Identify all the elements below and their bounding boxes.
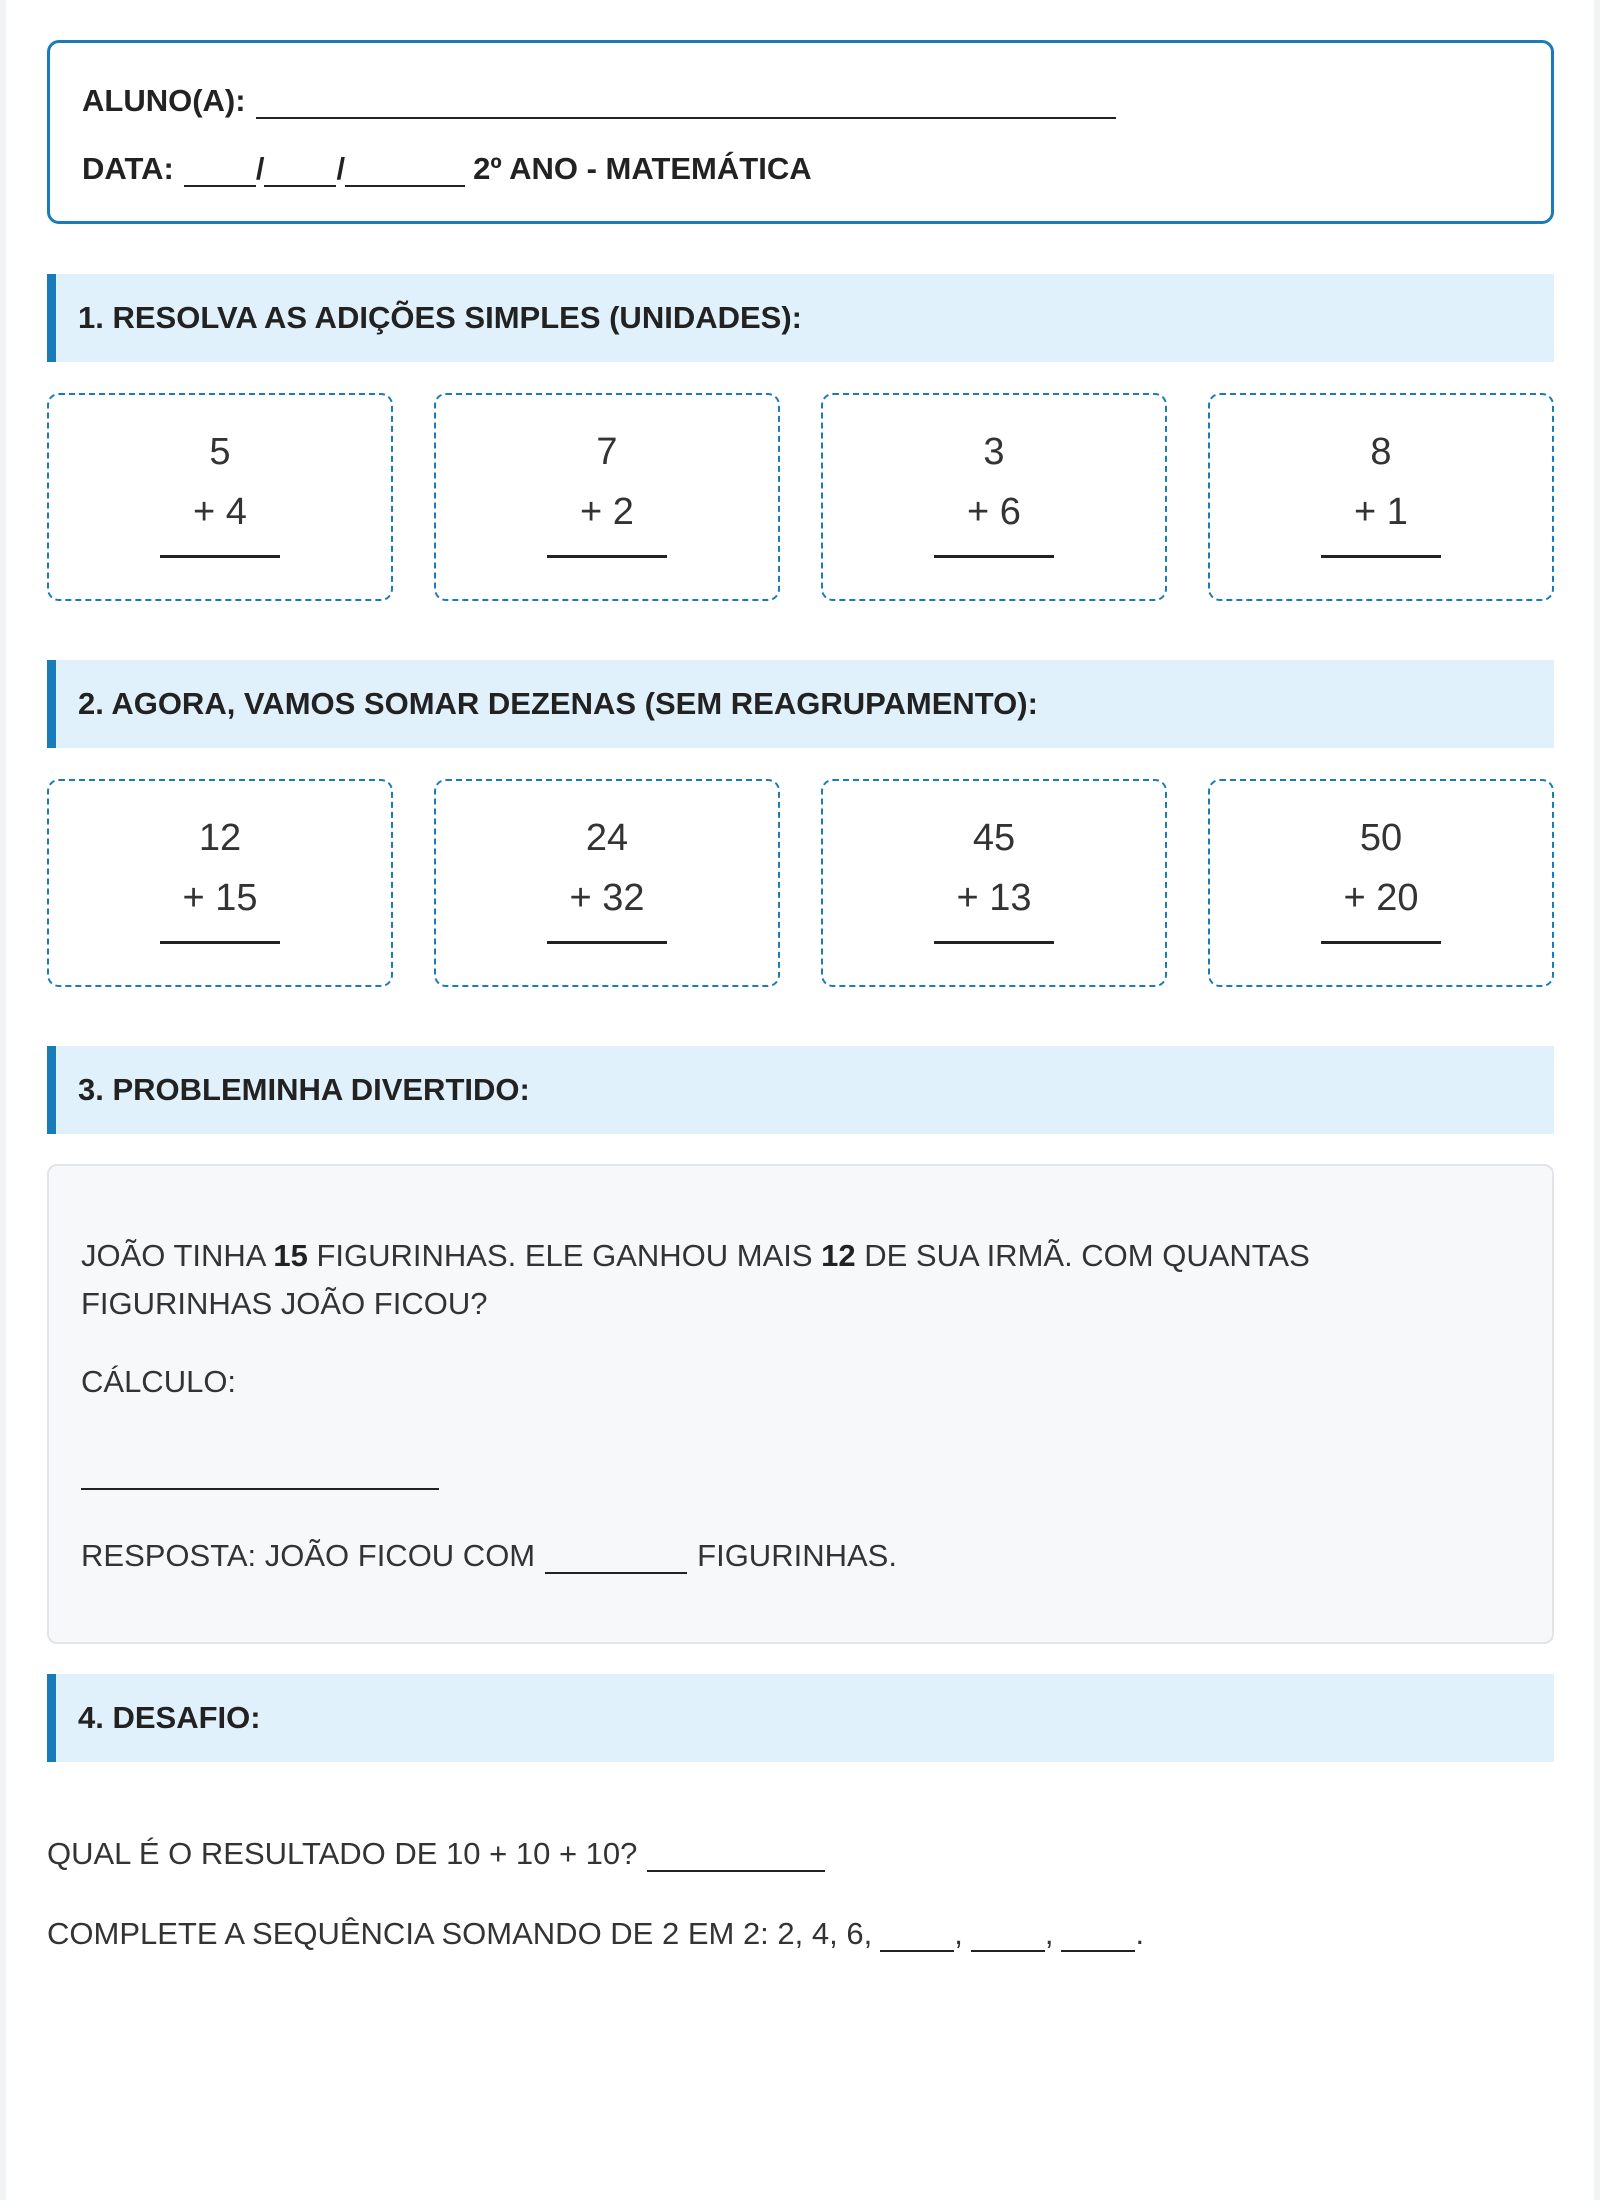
calculation-label: CÁLCULO: (81, 1364, 237, 1399)
addition-card (434, 393, 780, 601)
challenge-1-text: QUAL É O RESULTADO DE 10 + 10 + 10? (47, 1836, 638, 1871)
answer-line[interactable] (1321, 555, 1441, 558)
section-1-problems (47, 393, 1554, 601)
addend-bottom: + 13 (956, 877, 1032, 919)
student-name-blank[interactable] (256, 87, 1116, 119)
addend-top: 3 (983, 431, 1005, 473)
sequence-comma: , (1044, 1916, 1054, 1951)
addend-bottom: + 15 (182, 877, 258, 919)
sequence-blank[interactable] (971, 1920, 1045, 1952)
addend-bottom: + 4 (193, 491, 247, 533)
section-2-title: 2. AGORA, VAMOS SOMAR DEZENAS (SEM REAGRUPAMENTO): (47, 660, 1554, 748)
date-row (82, 147, 1551, 187)
problem-number: 15 (273, 1238, 308, 1273)
addition-card (821, 393, 1167, 601)
section-3-title: 3. PROBLEMINHA DIVERTIDO: (47, 1046, 1554, 1134)
section-1-title: 1. RESOLVA AS ADIÇÕES SIMPLES (UNIDADES): (47, 274, 1554, 362)
date-separator: / (255, 151, 265, 186)
calculation-line[interactable] (81, 1488, 439, 1490)
answer-blank[interactable] (545, 1542, 687, 1574)
sequence-blank[interactable] (1061, 1920, 1135, 1952)
answer-line[interactable] (547, 555, 667, 558)
sequence-blank[interactable] (880, 1920, 954, 1952)
section-4-title: 4. DESAFIO: (47, 1674, 1554, 1762)
addend-top: 5 (209, 431, 231, 473)
problem-text-part: JOÃO TINHA (81, 1238, 274, 1273)
student-label: ALUNO(A): (82, 83, 246, 118)
sequence-period: . (1135, 1916, 1145, 1951)
challenge-2-text: COMPLETE A SEQUÊNCIA SOMANDO DE 2 EM 2: 2, 4, 6, (47, 1916, 873, 1951)
addend-bottom: + 32 (569, 877, 645, 919)
addend-top: 8 (1370, 431, 1392, 473)
addend-top: 50 (1359, 817, 1403, 859)
addition-card (47, 779, 393, 987)
answer-line[interactable] (934, 555, 1054, 558)
answer-line[interactable] (934, 941, 1054, 944)
challenge-1-blank[interactable] (647, 1840, 825, 1872)
answer-line[interactable] (1321, 941, 1441, 944)
answer-line[interactable] (160, 555, 280, 558)
problem-text-part: FIGURINHAS. ELE GANHOU MAIS (307, 1238, 822, 1273)
addend-top: 7 (596, 431, 618, 473)
challenge-question-1 (47, 1836, 825, 1872)
addend-bottom: + 1 (1354, 491, 1408, 533)
problem-text-part: DE SUA IRMÃ. COM QUANTAS FIGURINHAS JOÃO FICOU? (81, 1238, 1310, 1321)
addend-bottom: + 2 (580, 491, 634, 533)
addition-card (1208, 779, 1554, 987)
worksheet-page (6, 0, 1594, 2200)
answer-suffix: FIGURINHAS. (697, 1538, 897, 1573)
sequence-comma: , (954, 1916, 963, 1951)
word-problem-text (81, 1232, 1481, 1328)
addend-bottom: + 6 (967, 491, 1021, 533)
addition-card (1208, 393, 1554, 601)
addition-card (434, 779, 780, 987)
date-separator: / (336, 151, 346, 186)
addition-card (47, 393, 393, 601)
date-year-blank[interactable] (345, 155, 465, 187)
addend-bottom: + 20 (1343, 877, 1419, 919)
addend-top: 45 (972, 817, 1016, 859)
date-day-blank[interactable] (184, 155, 256, 187)
answer-row (81, 1538, 897, 1574)
answer-prefix: RESPOSTA: JOÃO FICOU COM (81, 1538, 536, 1573)
challenge-question-2 (47, 1916, 1144, 1952)
date-month-blank[interactable] (264, 155, 336, 187)
grade-subject: 2º ANO - MATEMÁTICA (473, 151, 812, 186)
word-problem-box (47, 1164, 1554, 1644)
student-info-box (47, 40, 1554, 224)
answer-line[interactable] (160, 941, 280, 944)
addend-top: 24 (585, 817, 629, 859)
answer-line[interactable] (547, 941, 667, 944)
student-name-row (82, 79, 1551, 119)
problem-number: 12 (821, 1238, 856, 1273)
addend-top: 12 (198, 817, 242, 859)
section-2-problems (47, 779, 1554, 987)
date-label: DATA: (82, 151, 174, 186)
addition-card (821, 779, 1167, 987)
